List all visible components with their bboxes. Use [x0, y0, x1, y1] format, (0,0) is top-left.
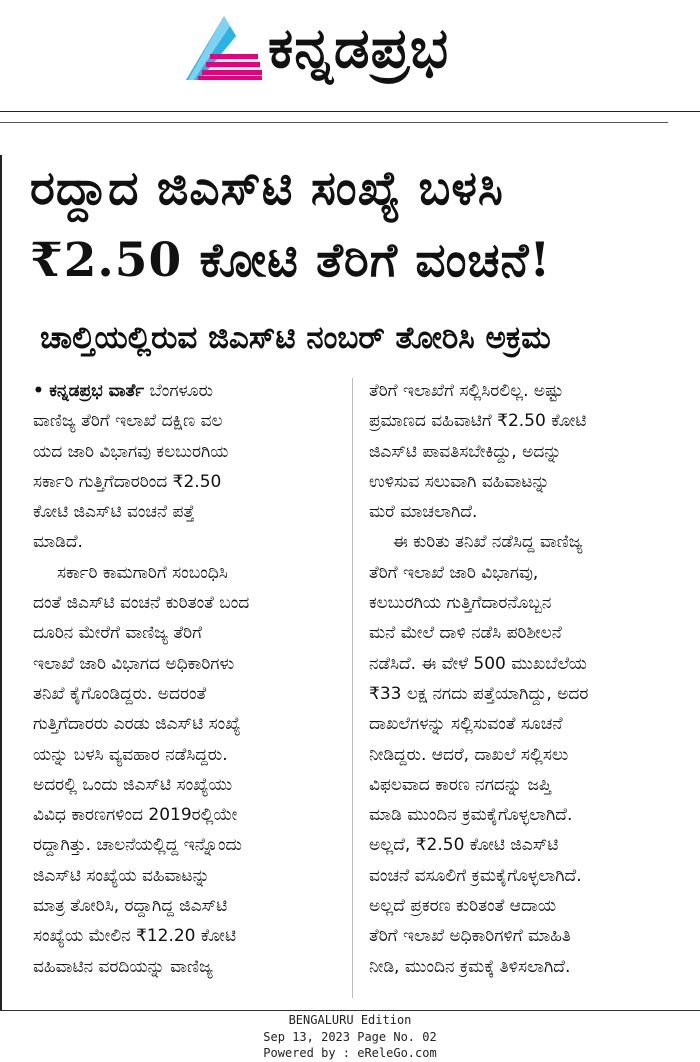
dateline: ಬೆಂಗಳೂರು	[149, 381, 213, 401]
paragraph-line: ಇಲಾಖೆ ಜಾರಿ ವಿಭಾಗದ ಅಧಿಕಾರಿಗಳು	[33, 653, 235, 674]
paragraph-line: ಗುತ್ತಿಗೆದಾರರು ಎರಡು ಜಿಎಸ್‌ಟಿ ಸಂಖ್ಯೆ	[33, 714, 241, 735]
paragraph-line: ಮಾಡಿ ಮುಂದಿನ ಕ್ರಮಕೈಗೊಳ್ಳಲಾಗಿದೆ.	[369, 805, 573, 826]
paragraph-line: ವಿವಿಧ ಕಾರಣಗಳಿಂದ 2019ರಲ್ಲಿಯೇ	[33, 805, 238, 826]
paragraph-line: ಮರೆ ಮಾಚಲಾಗಿದೆ.	[369, 502, 478, 523]
paragraph-line: ನಡೆಸಿದೆ. ಈ ವೇಳೆ 500 ಮುಖಬೆಲೆಯ	[369, 653, 587, 674]
article-border	[0, 155, 2, 1010]
paragraph-line: ತೆರಿಗೆ ಇಲಾಖೆಗೆ ಸಲ್ಲಿಸಿರಲಿಲ್ಲ. ಅಷ್ಟು	[369, 381, 564, 401]
byline-bullet: •	[33, 381, 44, 401]
paragraph-line: ಜಿಎಸ್‌ಟಿ ಸಂಖ್ಯೆಯ ವಹಿವಾಟನ್ನು	[33, 865, 210, 886]
article-column-1	[33, 376, 336, 982]
paragraph-line: ಕೋಟಿ ಜಿಎಸ್‌ಟಿ ವಂಚನೆ ಪತ್ತೆ	[33, 502, 195, 523]
paragraph-line: ಅದರಲ್ಲಿ ಒಂದು ಜಿಎಸ್‌ಟಿ ಸಂಖ್ಯೆಯು	[33, 774, 233, 795]
paragraph-line: ತೆರಿಗೆ ಇಲಾಖೆ ಜಾರಿ ವಿಭಾಗವು,	[369, 562, 539, 583]
byline-line	[33, 376, 336, 406]
paragraph-line: ಸರ್ಕಾರಿ ಗುತ್ತಿಗೆದಾರರಿಂದ ₹2.50	[33, 471, 222, 492]
footer-rule	[0, 1010, 700, 1011]
article-column-2	[369, 376, 672, 982]
paragraph-line: ವಹಿವಾಟಿನ ವರದಿಯನ್ನು ವಾಣಿಜ್ಯ	[33, 956, 213, 977]
masthead	[0, 0, 700, 112]
paragraph-line: ವಾಣಿಜ್ಯ ತೆರಿಗೆ ಇಲಾಖೆ ದಕ್ಷಿಣ ವಲ	[33, 411, 223, 432]
paragraph-line: ಕಲಬುರಗಿಯ ಗುತ್ತಿಗೆದಾರನೊಬ್ಬನ	[369, 593, 552, 614]
column-divider	[352, 378, 353, 998]
paragraph-line: ನೀಡಿದ್ದರು. ಆದರೆ, ದಾಖಲೆ ಸಲ್ಲಿಸಲು	[369, 744, 569, 765]
paragraph-line: ಮಾತ್ರ ತೋರಿಸಿ, ರದ್ದಾಗಿದ್ದ ಜಿಎಸ್‌ಟಿ	[33, 896, 228, 917]
footer-date-page: Sep 13, 2023 Page No. 02	[263, 1029, 437, 1044]
paragraph-line: ಸಂಖ್ಯೆಯ ಮೇಲಿನ ₹12.20 ಕೋಟಿ	[33, 926, 237, 947]
paragraph-line: ದೂರಿನ ಮೇರೆಗೆ ವಾಣಿಜ್ಯ ತೆರಿಗೆ	[33, 623, 203, 644]
paragraph-line: ರದ್ದಾಗಿತ್ತು. ಚಾಲನೆಯಲ್ಲಿದ್ದ ಇನ್ನೊಂದು	[33, 835, 242, 856]
paragraph-line: ಅಲ್ಲದೆ, ₹2.50 ಕೋಟಿ ಜಿಎಸ್‌ಟಿ	[369, 835, 559, 856]
footer-edition: BENGALURU Edition	[288, 1013, 412, 1027]
paragraph-line: ದಾಖಲೆಗಳನ್ನು ಸಲ್ಲಿಸುವಂತೆ ಸೂಚನೆ	[369, 714, 563, 735]
header-rule	[0, 122, 668, 123]
subheadline: ಚಾಲ್ತಿಯಲ್ಲಿರುವ ಜಿಎಸ್‌ಟಿ ನಂಬರ್ ತೋರಿಸಿ ಅಕ್ರಮ	[40, 320, 551, 356]
paragraph-line: ಸರ್ಕಾರಿ ಕಾಮಗಾರಿಗೆ ಸಂಬಂಧಿಸಿ	[57, 562, 228, 583]
paragraph-line: ಮನೆ ಮೇಲೆ ದಾಳಿ ನಡೆಸಿ ಪರಿಶೀಲನೆ	[369, 623, 562, 644]
paragraph-line: ವಿಫಲವಾದ ಕಾರಣ ನಗದನ್ನು ಜಪ್ತಿ	[369, 774, 552, 795]
paragraph-line: ಈ ಕುರಿತು ತನಿಖೆ ನಡೆಸಿದ್ದ ವಾಣಿಜ್ಯ	[393, 532, 583, 553]
paragraph-line: ಅಲ್ಲದೆ ಪ್ರಕರಣ ಕುರಿತಂತೆ ಆದಾಯ	[369, 896, 557, 917]
masthead-rule	[0, 111, 700, 112]
headline-line-1: ರದ್ದಾದ ಜಿಎಸ್‌ಟಿ ಸಂಖ್ಯೆ ಬಳಸಿ	[30, 161, 504, 216]
paragraph-line: ದಂತೆ ಜಿಎಸ್‌ಟಿ ವಂಚನೆ ಕುರಿತಂತೆ ಬಂದ	[33, 593, 250, 614]
kannadaprabha-logo-icon	[184, 14, 264, 82]
footer-powered-by: Powered by : eReleGo.com	[263, 1046, 437, 1060]
paragraph-line: ಯನ್ನು ಬಳಸಿ ವ್ಯವಹಾರ ನಡೆಸಿದ್ದರು.	[33, 744, 228, 765]
paragraph-line: ಉಳಿಸುವ ಸಲುವಾಗಿ ವಹಿವಾಟನ್ನು	[369, 471, 550, 492]
paragraph-line: ಪ್ರಮಾಣದ ವಹಿವಾಟಿಗೆ ₹2.50 ಕೋಟಿ	[369, 411, 587, 432]
paragraph-line: ತನಿಖೆ ಕೈಗೊಂಡಿದ್ದರು. ಅದರಂತೆ	[33, 683, 207, 704]
paragraph-line: ತೆರಿಗೆ ಇಲಾಖೆ ಅಧಿಕಾರಿಗಳಿಗೆ ಮಾಹಿತಿ	[369, 926, 571, 947]
paragraph-line: ಯದ ಜಾರಿ ವಿಭಾಗವು ಕಲಬುರಗಿಯ	[33, 441, 229, 462]
masthead-title: ಕನ್ನಡಪ್ರಭ	[268, 16, 450, 81]
footer	[0, 1012, 700, 1062]
paragraph-line: ಜಿಎಸ್‌ಟಿ ಪಾವತಿಸಬೇಕಿದ್ದು, ಅದನ್ನು	[369, 441, 562, 462]
paragraph-line: ₹33 ಲಕ್ಷ ನಗದು ಪತ್ತೆಯಾಗಿದ್ದು, ಅದರ	[369, 683, 589, 704]
paragraph-line: ನೀಡಿ, ಮುಂದಿನ ಕ್ರಮಕ್ಕೆ ತಿಳಿಸಲಾಗಿದೆ.	[369, 956, 571, 977]
headline-line-2: ₹2.50 ಕೋಟಿ ತೆರಿಗೆ ವಂಚನೆ!	[30, 233, 552, 288]
byline: ಕನ್ನಡಪ್ರಭ ವಾರ್ತೆ	[49, 381, 145, 401]
paragraph-line: ಮಾಡಿದೆ.	[33, 532, 83, 553]
paragraph-line: ವಂಚನೆ ವಸೂಲಿಗೆ ಕ್ರಮಕೈಗೊಳ್ಳಲಾಗಿದೆ.	[369, 865, 582, 886]
